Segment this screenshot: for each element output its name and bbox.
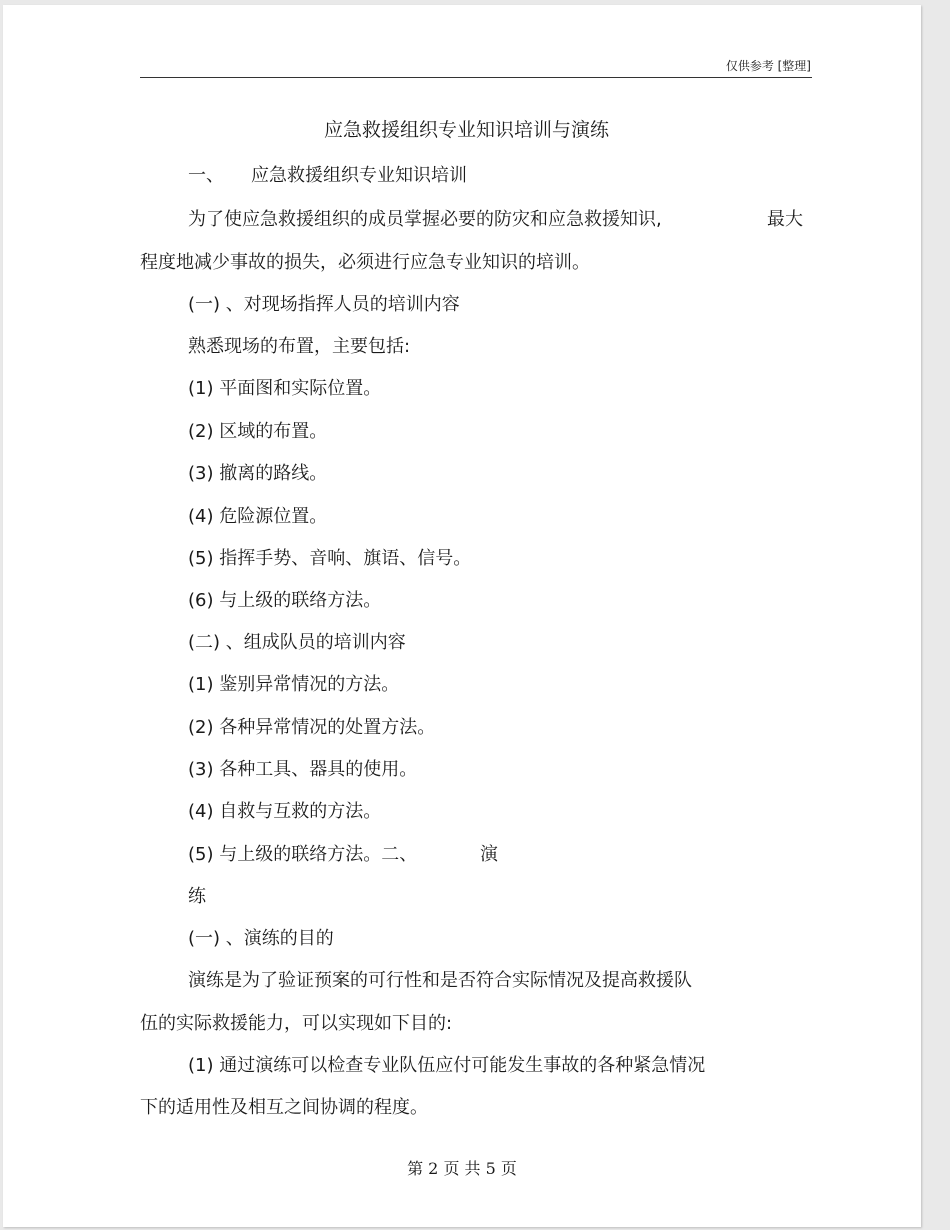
subsection-heading: (一) 、演练的目的 bbox=[188, 928, 334, 949]
document-title: 应急救援组织专业知识培训与演练 bbox=[324, 119, 610, 141]
list-item: (4) 自救与互救的方法。 bbox=[188, 801, 382, 822]
page-header: 仅供参考 [整理] bbox=[725, 59, 811, 73]
list-item: (6) 与上级的联络方法。 bbox=[188, 590, 382, 611]
paragraph-line: 程度地减少事故的损失，必须进行应急专业知识的培训。 bbox=[140, 252, 590, 273]
list-item: (3) 各种工具、器具的使用。 bbox=[188, 759, 418, 780]
list-item: (1) 鉴别异常情况的方法。 bbox=[188, 674, 400, 695]
subsection-heading: (二) 、组成队员的培训内容 bbox=[188, 632, 406, 653]
document-page bbox=[3, 5, 921, 1227]
paragraph-line: 伍的实际救援能力，可以实现如下目的: bbox=[140, 1013, 453, 1034]
paragraph-line: 下的适用性及相互之间协调的程度。 bbox=[140, 1097, 428, 1118]
paragraph-line: 演练是为了验证预案的可行性和是否符合实际情况及提高救援队 bbox=[188, 970, 692, 991]
subsection-heading: (一) 、对现场指挥人员的培训内容 bbox=[188, 294, 460, 315]
section-number: 一、 bbox=[188, 165, 224, 186]
list-item: (2) 区域的布置。 bbox=[188, 421, 328, 442]
page-footer: 第 2 页 共 5 页 bbox=[407, 1159, 517, 1178]
list-item: (5) 与上级的联络方法。二、 bbox=[188, 844, 418, 865]
paragraph-line: 最大 bbox=[767, 209, 803, 230]
header-divider bbox=[140, 77, 812, 78]
paragraph-line: 为了使应急救援组织的成员掌握必要的防灾和应急救援知识, bbox=[188, 209, 662, 230]
list-item: (5) 指挥手势、音响、旗语、信号。 bbox=[188, 548, 472, 569]
list-item: (3) 撤离的路线。 bbox=[188, 463, 328, 484]
list-item: (2) 各种异常情况的处置方法。 bbox=[188, 717, 436, 738]
section-heading: 应急救援组织专业知识培训 bbox=[251, 165, 467, 186]
list-item: (4) 危险源位置。 bbox=[188, 506, 328, 527]
list-item: (1) 平面图和实际位置。 bbox=[188, 378, 382, 399]
paragraph-line: (1) 通过演练可以检查专业队伍应付可能发生事故的各种紧急情况 bbox=[188, 1055, 706, 1076]
paragraph-line: 熟悉现场的布置，主要包括: bbox=[188, 336, 411, 357]
section-heading-fragment: 练 bbox=[188, 886, 206, 907]
section-heading-fragment: 演 bbox=[480, 844, 498, 865]
